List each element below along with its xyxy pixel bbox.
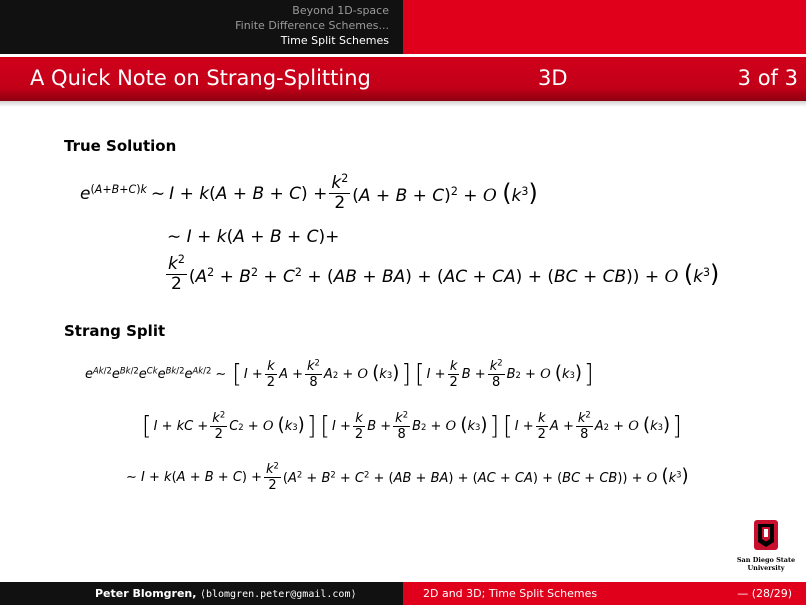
strang-split-equation-line-1: $e^{Ak/2}e^{Bk/2}e^{Ck}e^{Bk/2}e^{Ak/2}$ ∼ [ I + $\frac{k}{2}$ A + $\frac{k^2}{8}$ A 2 + O ( k 3 ) ] [ I + $\frac{k}{2}$ B + $\frac{k^2}{8}$ B 2 + O ( k 3 ) ]	[85, 357, 594, 390]
frame-counter: 3 of 3	[737, 66, 798, 90]
section-link-finite-difference[interactable]: Finite Difference Schemes...	[235, 19, 389, 32]
true-solution-heading: True Solution	[64, 137, 177, 155]
strang-split-equation-line-3: ∼ I + k(A + B + C) + $\frac{k^2}{2}$ $(A^2 + B^2 + C^2 + (AB + BA) + (AC + CA) + (BC + CB)) + O$ $(k^3)$	[126, 460, 689, 493]
footer-talk-title: 2D and 3D; Time Split Schemes	[423, 587, 598, 600]
strang-split-heading: Strang Split	[64, 322, 166, 340]
footer-author-name: Peter Blomgren,	[95, 587, 197, 600]
frame-title: A Quick Note on Strang-Splitting	[30, 66, 371, 90]
section-link-time-split-current[interactable]: Time Split Schemes	[280, 34, 389, 47]
frame-subtitle: 3D	[538, 66, 568, 90]
true-solution-equation-line-3: $\frac{k^2}{2}$ $(A^2 + B^2 + C^2 + (AB + BA) + (AC + CA) + (BC + CB)) + O$ $(k^3)$	[168, 252, 720, 294]
true-solution-equation-line-1: $e^{(A+B+C)k}$ ∼ I + k(A + B + C) + $\frac{k^2}{2}$ $(A + B + C)^2 + O$ $(k^3)$	[80, 171, 538, 213]
logo-line-2: University	[747, 564, 785, 572]
university-seal-icon	[736, 518, 796, 574]
header-accent-panel	[403, 0, 806, 54]
frame-title-bar	[0, 57, 806, 101]
title-shadow	[0, 101, 806, 107]
strang-split-equation-line-2: [ I + kC + $\frac{k^2}{2}$ C 2 + O ( k 3 ) ] [ I + $\frac{k}{2}$ B + $\frac{k^2}{8}$ B 2 + O ( k 3 ) ] [ I + $\frac{k}{2}$ A + $\frac{k^2}{8}$ A 2 + O ( k 3 ) ]	[142, 409, 682, 442]
header-nav-panel	[0, 0, 403, 54]
footer-author	[95, 587, 357, 600]
footer-email: ⟨blomgren.peter@gmail.com⟩	[199, 589, 357, 600]
logo-line-1: San Diego State	[736, 556, 796, 564]
true-solution-equation-line-2: ∼ I + k(A + B + C)+	[167, 227, 340, 247]
footer-page-number: — (28/29)	[737, 587, 792, 600]
section-link-beyond-1d[interactable]: Beyond 1D-space	[292, 4, 389, 17]
